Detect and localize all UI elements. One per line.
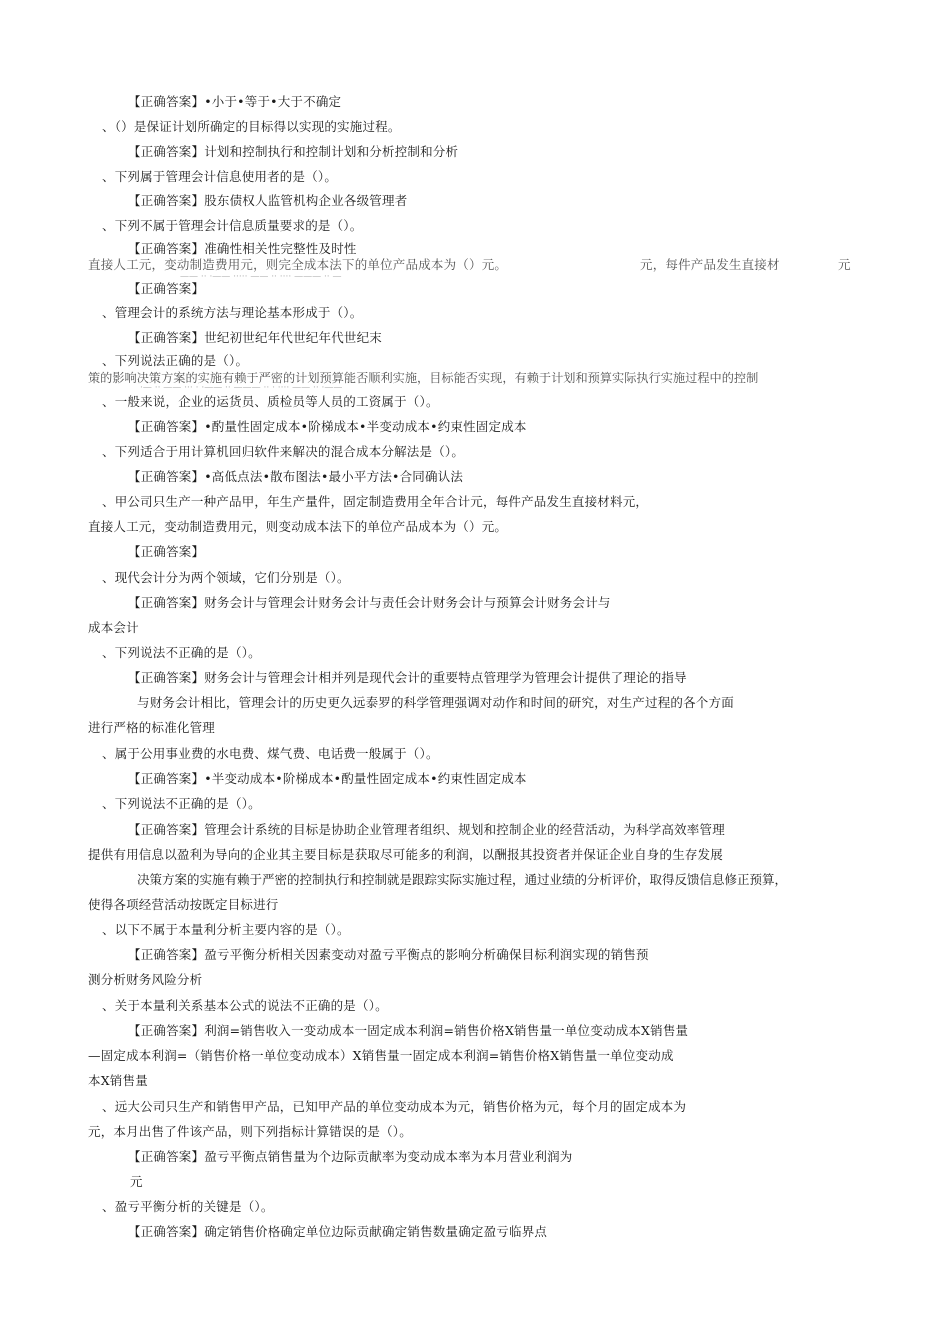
answer-line: 【正确答案】 bbox=[128, 281, 205, 296]
question-line: 、盈亏平衡分析的关键是（）。 bbox=[102, 1199, 274, 1214]
answer-line: 与财务会计相比，管理会计的历史更久远泰罗的科学管理强调对动作和时间的研究，对生产过程的各个方面 bbox=[137, 695, 734, 710]
question-line: 直接人工元，变动制造费用元，则变动成本法下的单位产品成本为（）元。 bbox=[88, 519, 508, 534]
question-line: 、下列属于管理会计信息使用者的是（）。 bbox=[102, 169, 338, 184]
answer-line: 成本会计 bbox=[88, 620, 139, 635]
answer-line: 【正确答案】计划和控制执行和控制计划和分析控制和分析 bbox=[128, 144, 459, 159]
answer-line: 【正确答案】•酌量性固定成本•阶梯成本•半变动成本•约束性固定成本 bbox=[128, 419, 527, 434]
answer-line: 【正确答案】盈亏平衡分析相关因素变动对盈亏平衡点的影响分析确保目标利润实现的销售预 bbox=[128, 947, 649, 962]
ghost-text-artifact: ·— ·· —— ··· · ·—— ·· ——— ·· · ···· —— ·· ·—— bbox=[140, 383, 343, 393]
question-line: 、属于公用事业费的水电费、煤气费、电话费一般属于（）。 bbox=[102, 746, 439, 761]
question-line: 、下列说法不正确的是（）。 bbox=[102, 796, 261, 811]
answer-line: 使得各项经营活动按既定目标进行 bbox=[88, 897, 279, 912]
overlapped-answer-line: 策的影响决策方案的实施有赖于严密的计划预算能否顺利实施，目标能否实现，有赖于计划和预算实际执行实施过程中的控制 bbox=[88, 371, 759, 385]
question-line: 、以下不属于本量利分析主要内容的是（）。 bbox=[102, 922, 350, 937]
answer-line: 进行严格的标准化管理 bbox=[88, 720, 216, 735]
question-line: 、甲公司只生产一种产品甲，年生产量件，固定制造费用全年合计元，每件产品发生直接材料元， bbox=[102, 494, 649, 509]
answer-line: 【正确答案】•小于•等于•大于不确定 bbox=[128, 94, 342, 109]
answer-line: 【正确答案】管理会计系统的目标是协助企业管理者组织、规划和控制企业的经营活动，为科学高效率管理 bbox=[128, 822, 725, 837]
question-line: 、关于本量利关系基本公式的说法不正确的是（）。 bbox=[102, 998, 388, 1013]
overlapped-question-line: 直接人工元，变动制造费用元，则完全成本法下的单位产品成本为（）元。 bbox=[88, 257, 508, 272]
question-line: 元，本月出售了件该产品，则下列指标计算错误的是（）。 bbox=[88, 1124, 412, 1139]
answer-line: 【正确答案】准确性相关性完整性及时性 bbox=[128, 241, 357, 256]
question-line: 、下列说法正确的是（）。 bbox=[102, 353, 249, 368]
answer-line: 决策方案的实施有赖于严密的控制执行和控制就是跟踪实际实施过程，通过业绩的分析评价，取得反馈信息修正预算， bbox=[137, 872, 788, 887]
answer-line: 【正确答案】财务会计与管理会计财务会计与责任会计财务会计与预算会计财务会计与 bbox=[128, 595, 611, 610]
ghost-text-artifact: —— ·· ·—— ····· —— ·· ···· ——— ·· — bbox=[180, 272, 342, 282]
answer-line: 【正确答案】•半变动成本•阶梯成本•酌量性固定成本•约束性固定成本 bbox=[128, 771, 527, 786]
question-line: 、（）是保证计划所确定的目标得以实现的实施过程。 bbox=[102, 119, 401, 134]
answer-line: 【正确答案】利润=销售收入一变动成本一固定成本利润=销售价格X销售量一单位变动成本X销售量 bbox=[128, 1023, 689, 1038]
overlapped-question-fragment: 元，每件产品发生直接材 bbox=[640, 257, 780, 272]
answer-line: 测分析财务风险分析 bbox=[88, 972, 203, 987]
answer-line: 【正确答案】世纪初世纪年代世纪年代世纪末 bbox=[128, 330, 383, 345]
answer-line: 【正确答案】•高低点法•散布图法•最小平方法•合同确认法 bbox=[128, 469, 464, 484]
answer-line: 【正确答案】确定销售价格确定单位边际贡献确定销售数量确定盈亏临界点 bbox=[128, 1224, 548, 1239]
answer-line: 【正确答案】盈亏平衡点销售量为个边际贡献率为变动成本率为本月营业利润为 bbox=[128, 1149, 573, 1164]
question-line: 、管理会计的系统方法与理论基本形成于（）。 bbox=[102, 305, 363, 320]
question-line: 、下列适合于用计算机回归软件来解决的混合成本分解法是（）。 bbox=[102, 444, 465, 459]
answer-line: 【正确答案】 bbox=[128, 544, 205, 559]
question-line: 、远大公司只生产和销售甲产品，已知甲产品的单位变动成本为元，销售价格为元，每个月的固定成本为 bbox=[102, 1099, 687, 1114]
answer-line: 元 bbox=[130, 1174, 143, 1189]
question-line: 、现代会计分为两个领域，它们分别是（）。 bbox=[102, 570, 350, 585]
answer-line: 本X销售量 bbox=[88, 1073, 148, 1088]
overlapped-fragment-unit: 元 bbox=[838, 257, 851, 272]
question-line: 、下列不属于管理会计信息质量要求的是（）。 bbox=[102, 218, 363, 233]
answer-line: 【正确答案】股东债权人监管机构企业各级管理者 bbox=[128, 193, 408, 208]
answer-line: 提供有用信息以盈利为导向的企业其主要目标是获取尽可能多的利润，以酬报其投资者并保证企业自身的生存发展 bbox=[88, 847, 724, 862]
question-line: 、下列说法不正确的是（）。 bbox=[102, 645, 261, 660]
answer-line: —固定成本利润=（销售价格一单位变动成本）X销售量一固定成本利润=销售价格X销售量一单位变动成 bbox=[88, 1048, 674, 1063]
answer-line: 【正确答案】财务会计与管理会计相并列是现代会计的重要特点管理学为管理会计提供了理论的指导 bbox=[128, 670, 687, 685]
question-line: 、一般来说，企业的运货员、质检员等人员的工资属于（）。 bbox=[102, 394, 439, 409]
